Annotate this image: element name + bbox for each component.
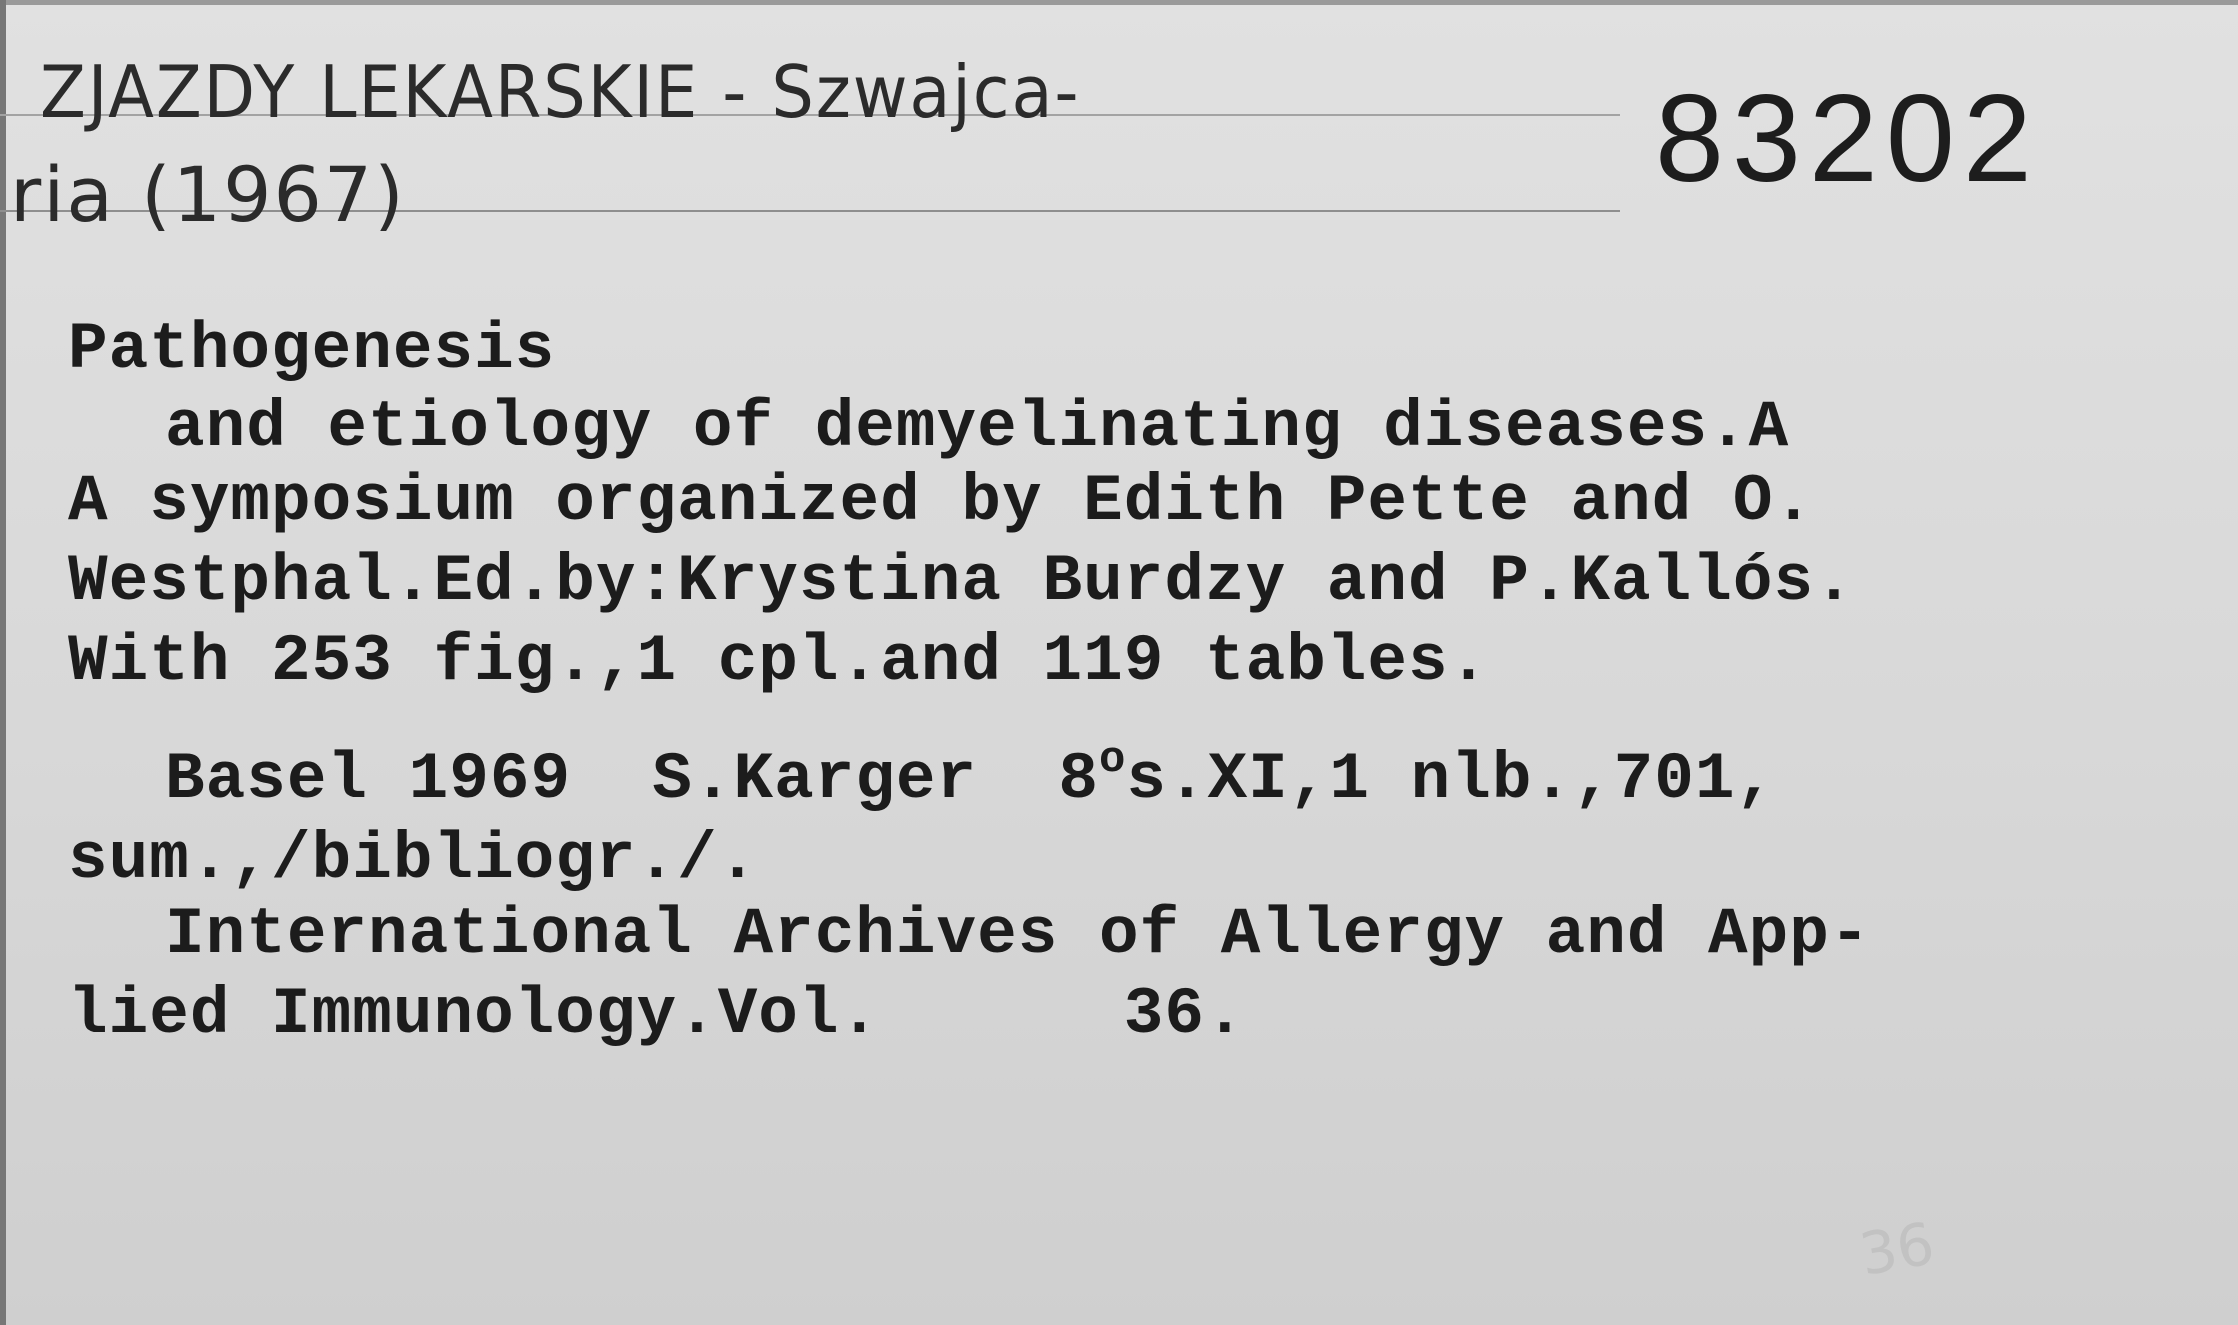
record-line-4: Westphal.Ed.by:Krystina Burdzy and P.Kallós. bbox=[68, 544, 1855, 619]
faint-pencil-mark: 36 bbox=[1854, 1209, 1940, 1289]
card-left-edge bbox=[0, 0, 6, 1325]
record-line-3: A symposium organized by Edith Pette and O. bbox=[68, 464, 1815, 539]
record-line-6 bbox=[165, 735, 1777, 826]
record-line-5: With 253 fig.,1 cpl.and 119 tables. bbox=[68, 624, 1490, 699]
format-superscript: o bbox=[1098, 735, 1127, 785]
imprint-text: Basel 1969 S.Karger 8 bbox=[165, 742, 1099, 817]
card-top-edge bbox=[0, 0, 2238, 5]
call-number: 83202 bbox=[1655, 70, 2040, 208]
record-line-8: International Archives of Allergy and App- bbox=[165, 897, 1871, 972]
record-line-7: sum.,/bibliogr./. bbox=[68, 822, 759, 897]
collation-text: s.XI,1 nlb.,701, bbox=[1126, 742, 1777, 817]
record-line-1: Pathogenesis bbox=[68, 312, 556, 387]
record-line-9: lied Immunology.Vol. 36. bbox=[68, 977, 1246, 1052]
record-line-2: and etiology of demyelinating diseases.A bbox=[165, 390, 1790, 465]
handwritten-heading-line2: ria (1967) bbox=[10, 150, 406, 239]
handwritten-heading-line1: ZJAZDY LEKARSKIE - Szwajca- bbox=[40, 50, 1081, 134]
